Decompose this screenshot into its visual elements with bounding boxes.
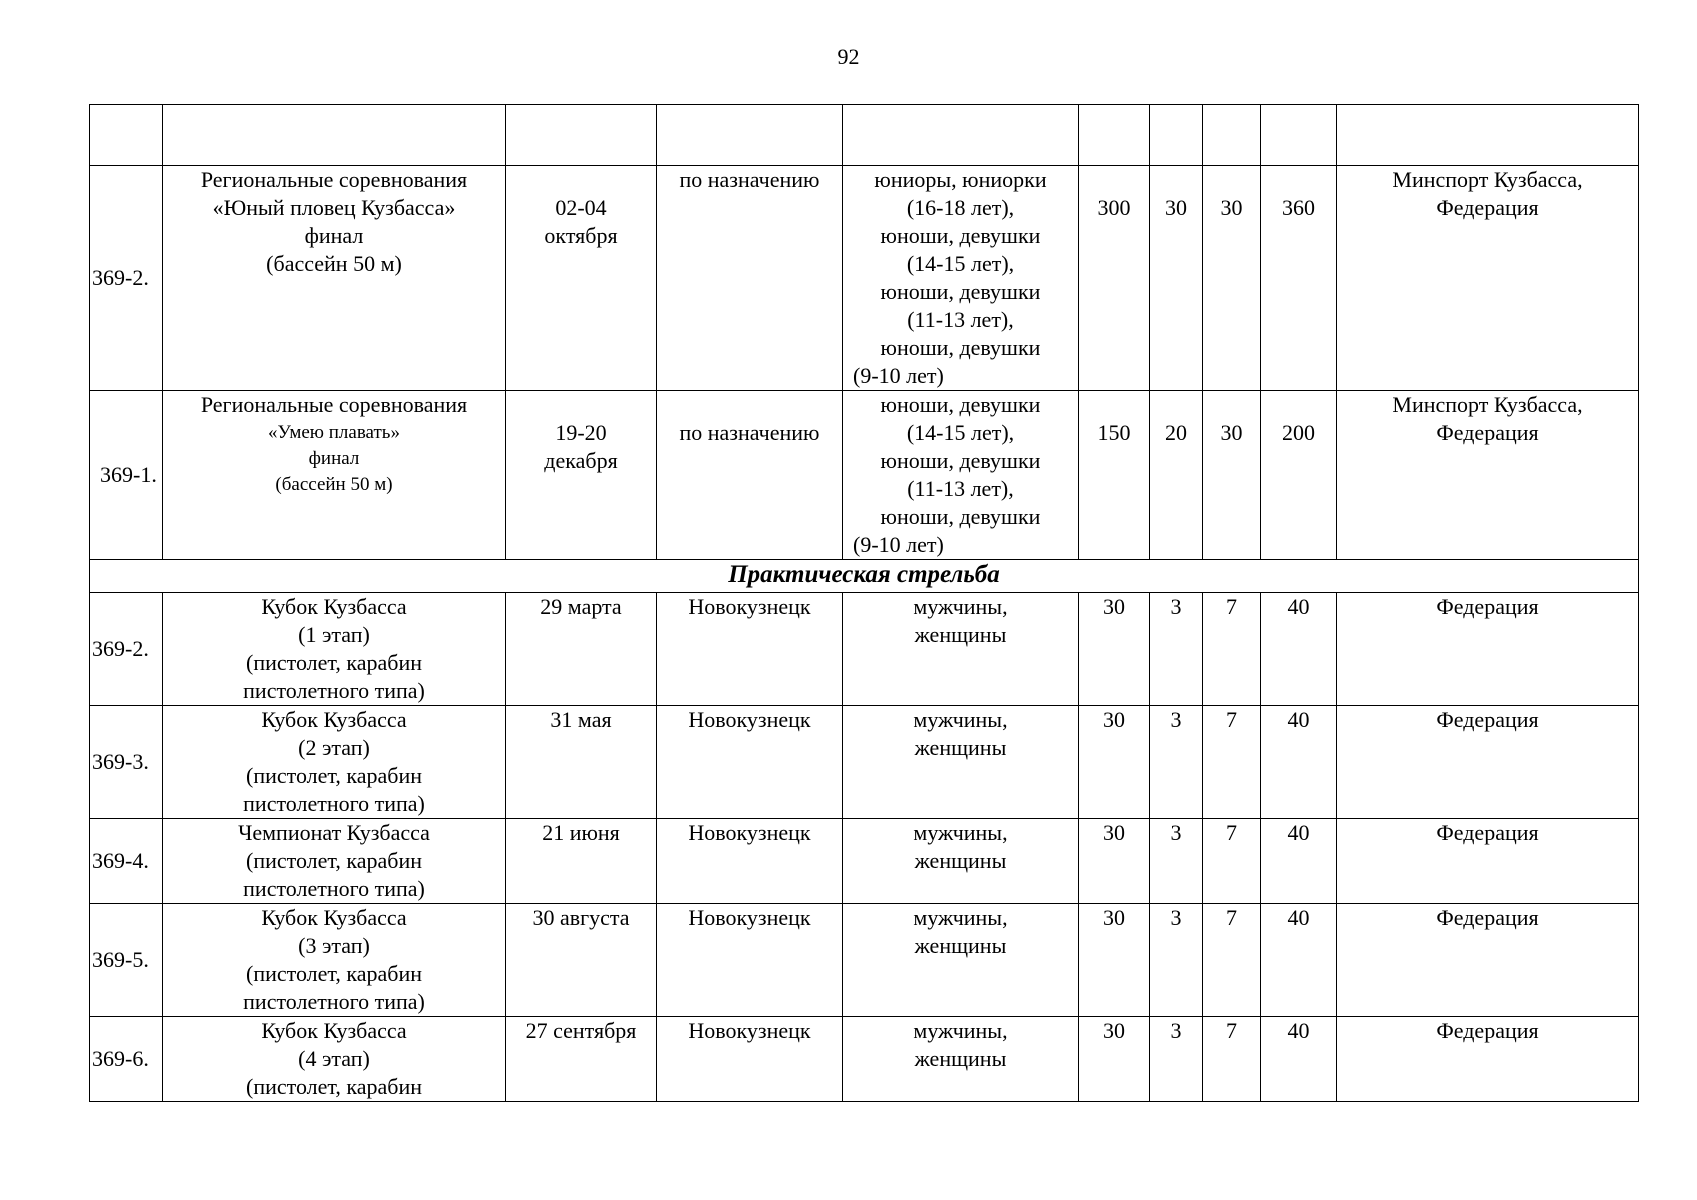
event-date: 30 августа	[506, 904, 657, 1017]
count-total: 40	[1261, 593, 1337, 706]
organizer: Федерация	[1337, 819, 1639, 904]
participants-line: юноши, девушки	[880, 504, 1041, 529]
participants-line: мужчины,	[913, 594, 1008, 619]
count-judges: 30	[1203, 166, 1261, 391]
participants	[843, 819, 1079, 904]
date-line: декабря	[544, 448, 618, 473]
event-name	[163, 1017, 506, 1102]
participants-line: юноши, девушки	[880, 448, 1041, 473]
organizer	[1337, 166, 1639, 391]
table-row	[90, 391, 1639, 560]
count-coaches: 3	[1150, 706, 1203, 819]
event-date: 27 сентября	[506, 1017, 657, 1102]
organizer: Федерация	[1337, 593, 1639, 706]
count-judges: 7	[1203, 819, 1261, 904]
header-cell	[506, 105, 657, 166]
event-line: «Умею плавать»	[268, 422, 400, 443]
participants	[843, 593, 1079, 706]
organizer-line: Федерация	[1436, 420, 1539, 445]
section-header-row	[90, 560, 1639, 593]
event-line: (пистолет, карабин	[246, 763, 422, 788]
event-name	[163, 166, 506, 391]
count-total: 200	[1261, 391, 1337, 560]
participants	[843, 706, 1079, 819]
event-line: «Юный пловец Кузбасса»	[212, 195, 456, 220]
event-date: 31 мая	[506, 706, 657, 819]
event-name	[163, 819, 506, 904]
row-number: 369-3.	[90, 706, 163, 819]
participants-line: (9-10 лет)	[853, 532, 944, 557]
event-line: Региональные соревнования	[200, 392, 468, 417]
event-line: (2 этап)	[298, 735, 370, 760]
organizer-line: Федерация	[1436, 195, 1539, 220]
organizer	[1337, 391, 1639, 560]
participants-line: женщины	[914, 622, 1007, 647]
count-athletes: 30	[1079, 904, 1150, 1017]
event-date	[506, 391, 657, 560]
participants-line: мужчины,	[913, 905, 1008, 930]
date-line: октября	[544, 223, 618, 248]
row-number: 369-6.	[90, 1017, 163, 1102]
table-row	[90, 593, 1639, 706]
event-name	[163, 593, 506, 706]
event-place: Новокузнецк	[657, 1017, 843, 1102]
participants-line: юноши, девушки	[880, 223, 1041, 248]
organizer: Федерация	[1337, 706, 1639, 819]
count-total: 40	[1261, 1017, 1337, 1102]
participants-line: женщины	[914, 735, 1007, 760]
table-row	[90, 1017, 1639, 1102]
header-cell	[1261, 105, 1337, 166]
row-number: 369-4.	[90, 819, 163, 904]
event-line: (пистолет, карабин	[246, 650, 422, 675]
event-line: (1 этап)	[298, 622, 370, 647]
event-place: по назначению	[657, 166, 843, 391]
participants-line: (14-15 лет),	[906, 420, 1015, 445]
participants-line: юноши, девушки	[880, 392, 1041, 417]
participants-line: мужчины,	[913, 1018, 1008, 1043]
header-cell	[657, 105, 843, 166]
event-line: Кубок Кузбасса	[261, 594, 407, 619]
event-line: финал	[308, 448, 360, 469]
table-row	[90, 904, 1639, 1017]
count-judges: 30	[1203, 391, 1261, 560]
header-cell	[843, 105, 1079, 166]
participants-line: (16-18 лет),	[906, 195, 1015, 220]
event-date: 29 марта	[506, 593, 657, 706]
count-coaches: 3	[1150, 819, 1203, 904]
table-row	[90, 819, 1639, 904]
count-judges: 7	[1203, 706, 1261, 819]
count-athletes: 30	[1079, 1017, 1150, 1102]
event-line: Кубок Кузбасса	[261, 905, 407, 930]
participants-line: женщины	[914, 848, 1007, 873]
participants	[843, 391, 1079, 560]
organizer-line: Минспорт Кузбасса,	[1392, 167, 1583, 192]
event-line: финал	[304, 223, 364, 248]
count-total: 40	[1261, 819, 1337, 904]
count-judges: 7	[1203, 1017, 1261, 1102]
event-line: (пистолет, карабин	[246, 1074, 422, 1099]
participants-line: мужчины,	[913, 820, 1008, 845]
header-cell	[1150, 105, 1203, 166]
event-name	[163, 706, 506, 819]
participants-line: юноши, девушки	[880, 335, 1041, 360]
event-line: пистолетного типа)	[243, 876, 425, 901]
row-number: 369-2.	[90, 166, 163, 391]
event-line: (пистолет, карабин	[246, 848, 422, 873]
table-row	[90, 166, 1639, 391]
count-coaches: 3	[1150, 593, 1203, 706]
event-line: Кубок Кузбасса	[261, 1018, 407, 1043]
participants-line: женщины	[914, 933, 1007, 958]
count-coaches: 20	[1150, 391, 1203, 560]
event-name	[163, 904, 506, 1017]
count-athletes: 30	[1079, 819, 1150, 904]
event-line: (4 этап)	[298, 1046, 370, 1071]
count-athletes: 300	[1079, 166, 1150, 391]
row-number: 369-1.	[90, 391, 163, 560]
page-number: 92	[837, 44, 860, 69]
date-line: 19-20	[555, 420, 607, 445]
organizer: Федерация	[1337, 1017, 1639, 1102]
event-line: (3 этап)	[298, 933, 370, 958]
count-judges: 7	[1203, 904, 1261, 1017]
event-line: (бассейн 50 м)	[266, 251, 402, 276]
participants	[843, 904, 1079, 1017]
participants-line: юноши, девушки	[880, 279, 1041, 304]
count-athletes: 150	[1079, 391, 1150, 560]
count-athletes: 30	[1079, 706, 1150, 819]
header-cell	[90, 105, 163, 166]
event-line: Чемпионат Кузбасса	[238, 820, 430, 845]
event-line: пистолетного типа)	[243, 989, 425, 1014]
participants	[843, 166, 1079, 391]
event-place: по назначению	[657, 391, 843, 560]
events-table	[89, 104, 1639, 1102]
event-line: (бассейн 50 м)	[275, 474, 393, 495]
row-number: 369-5.	[90, 904, 163, 1017]
count-coaches: 3	[1150, 1017, 1203, 1102]
table-row	[90, 706, 1639, 819]
row-number: 369-2.	[90, 593, 163, 706]
participants-line: мужчины,	[913, 707, 1008, 732]
event-place: Новокузнецк	[657, 706, 843, 819]
header-cell	[1337, 105, 1639, 166]
count-coaches: 30	[1150, 166, 1203, 391]
event-name	[163, 391, 506, 560]
section-title: Практическая стрельба	[90, 560, 1639, 593]
header-cell	[1079, 105, 1150, 166]
date-line: 02-04	[555, 195, 607, 220]
event-place: Новокузнецк	[657, 593, 843, 706]
count-total: 40	[1261, 904, 1337, 1017]
event-line: (пистолет, карабин	[246, 961, 422, 986]
header-cell	[163, 105, 506, 166]
count-total: 360	[1261, 166, 1337, 391]
participants-line: (14-15 лет),	[906, 251, 1015, 276]
event-place: Новокузнецк	[657, 819, 843, 904]
table-header-row	[90, 105, 1639, 166]
event-date: 21 июня	[506, 819, 657, 904]
organizer-line: Минспорт Кузбасса,	[1392, 392, 1583, 417]
count-total: 40	[1261, 706, 1337, 819]
participants-line: (9-10 лет)	[853, 363, 944, 388]
participants-line: юниоры, юниорки	[874, 167, 1047, 192]
participants	[843, 1017, 1079, 1102]
participants-line: (11-13 лет),	[907, 307, 1014, 332]
event-line: Кубок Кузбасса	[261, 707, 407, 732]
header-cell	[1203, 105, 1261, 166]
event-date	[506, 166, 657, 391]
participants-line: (11-13 лет),	[907, 476, 1014, 501]
organizer: Федерация	[1337, 904, 1639, 1017]
count-judges: 7	[1203, 593, 1261, 706]
participants-line: женщины	[914, 1046, 1007, 1071]
event-line: Региональные соревнования	[200, 167, 468, 192]
count-coaches: 3	[1150, 904, 1203, 1017]
event-line: пистолетного типа)	[243, 791, 425, 816]
event-place: Новокузнецк	[657, 904, 843, 1017]
event-line: пистолетного типа)	[243, 678, 425, 703]
count-athletes: 30	[1079, 593, 1150, 706]
